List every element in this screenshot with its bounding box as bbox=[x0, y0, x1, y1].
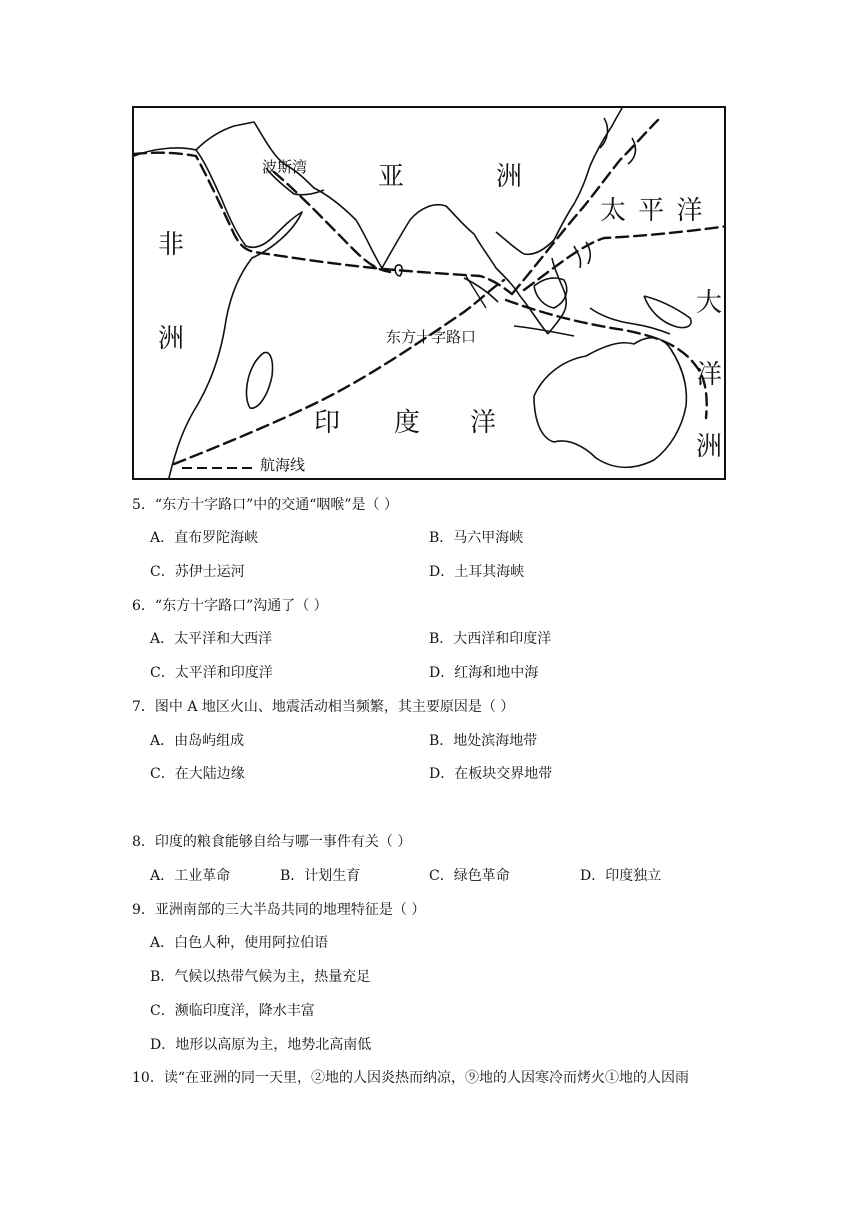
label-africa-2: 洲 bbox=[158, 324, 187, 354]
madagascar bbox=[247, 352, 273, 408]
q7-option-c: C．在大陆边缘 bbox=[150, 766, 245, 782]
australia bbox=[534, 338, 686, 468]
new-guinea bbox=[644, 296, 691, 328]
q5-option-a: A．直布罗陀海峡 bbox=[150, 530, 259, 546]
india-coastline bbox=[382, 205, 548, 334]
label-indian-ocean-1: 印 bbox=[314, 408, 343, 438]
q9-option-b: B．气候以热带气候为主，热量充足 bbox=[150, 969, 371, 985]
question-9-stem: 9．亚洲南部的三大半岛共同的地理特征是（ ） bbox=[132, 902, 426, 918]
label-indian-ocean-2: 度 bbox=[394, 408, 423, 438]
question-7-stem: 7．图中 A 地区火山、地震活动相当频繁，其主要原因是（ ） bbox=[132, 699, 515, 715]
label-oceania-3: 洲 bbox=[696, 432, 725, 462]
q6-option-d: D．红海和地中海 bbox=[429, 665, 539, 681]
malay-peninsula bbox=[548, 258, 566, 334]
route-persian-gulf bbox=[274, 172, 390, 272]
label-crossroads: 东方十字路口 bbox=[386, 328, 477, 346]
q9-option-a: A．白色人种，使用阿拉伯语 bbox=[150, 935, 329, 951]
q8-option-b: B．计划生育 bbox=[280, 868, 361, 884]
route-europe-asia bbox=[134, 153, 512, 294]
map-drawing bbox=[134, 108, 726, 480]
question-10-stem: 10．读“在亚洲的同一天里，②地的人因炎热而纳凉，⑨地的人因寒冷而烤火①地的人因雨 bbox=[132, 1070, 689, 1086]
question-5-stem: 5．“东方十字路口”中的交通“咽喉”是（ ） bbox=[132, 497, 398, 513]
borneo bbox=[534, 278, 567, 308]
q8-option-c: C．绿色革命 bbox=[429, 868, 510, 884]
q9-option-d: D．地形以高原为主，地势北高南低 bbox=[150, 1037, 372, 1053]
label-oceania-2: 洋 bbox=[696, 360, 725, 390]
q6-option-c: C．太平洋和印度洋 bbox=[150, 665, 273, 681]
q9-option-c: C．濒临印度洋，降水丰富 bbox=[150, 1003, 315, 1019]
label-persian-gulf: 波斯湾 bbox=[262, 158, 308, 176]
q6-option-a: A．太平洋和大西洋 bbox=[150, 631, 273, 647]
q6-option-b: B．大西洋和印度洋 bbox=[429, 631, 552, 647]
q8-option-d: D．印度独立 bbox=[580, 868, 662, 884]
label-indian-ocean-3: 洋 bbox=[470, 408, 499, 438]
label-africa-1: 非 bbox=[158, 230, 187, 260]
label-route-legend: 航海线 bbox=[260, 456, 306, 474]
q7-option-d: D．在板块交界地带 bbox=[429, 766, 553, 782]
label-asia-2: 洲 bbox=[496, 162, 525, 192]
question-6-stem: 6．“东方十字路口”沟通了（ ） bbox=[132, 598, 328, 614]
label-pacific: 太 平 洋 bbox=[600, 196, 705, 226]
japan-islands bbox=[600, 118, 635, 164]
label-oceania-1: 大 bbox=[696, 288, 725, 318]
q7-option-b: B．地处滨海地带 bbox=[429, 733, 538, 749]
q7-option-a: A．由岛屿组成 bbox=[150, 733, 245, 749]
q5-option-b: B．马六甲海峡 bbox=[429, 530, 524, 546]
q8-option-a: A．工业革命 bbox=[150, 868, 231, 884]
q5-option-d: D．土耳其海峡 bbox=[429, 564, 525, 580]
question-8-stem: 8．印度的粮食能够自给与哪一事件有关（ ） bbox=[132, 834, 412, 850]
route-pacific bbox=[524, 226, 726, 290]
arabia-coastline bbox=[196, 122, 382, 268]
indian-ocean-route-map bbox=[132, 106, 726, 480]
q5-option-c: C．苏伊士运河 bbox=[150, 564, 245, 580]
label-asia-1: 亚 bbox=[378, 162, 407, 192]
